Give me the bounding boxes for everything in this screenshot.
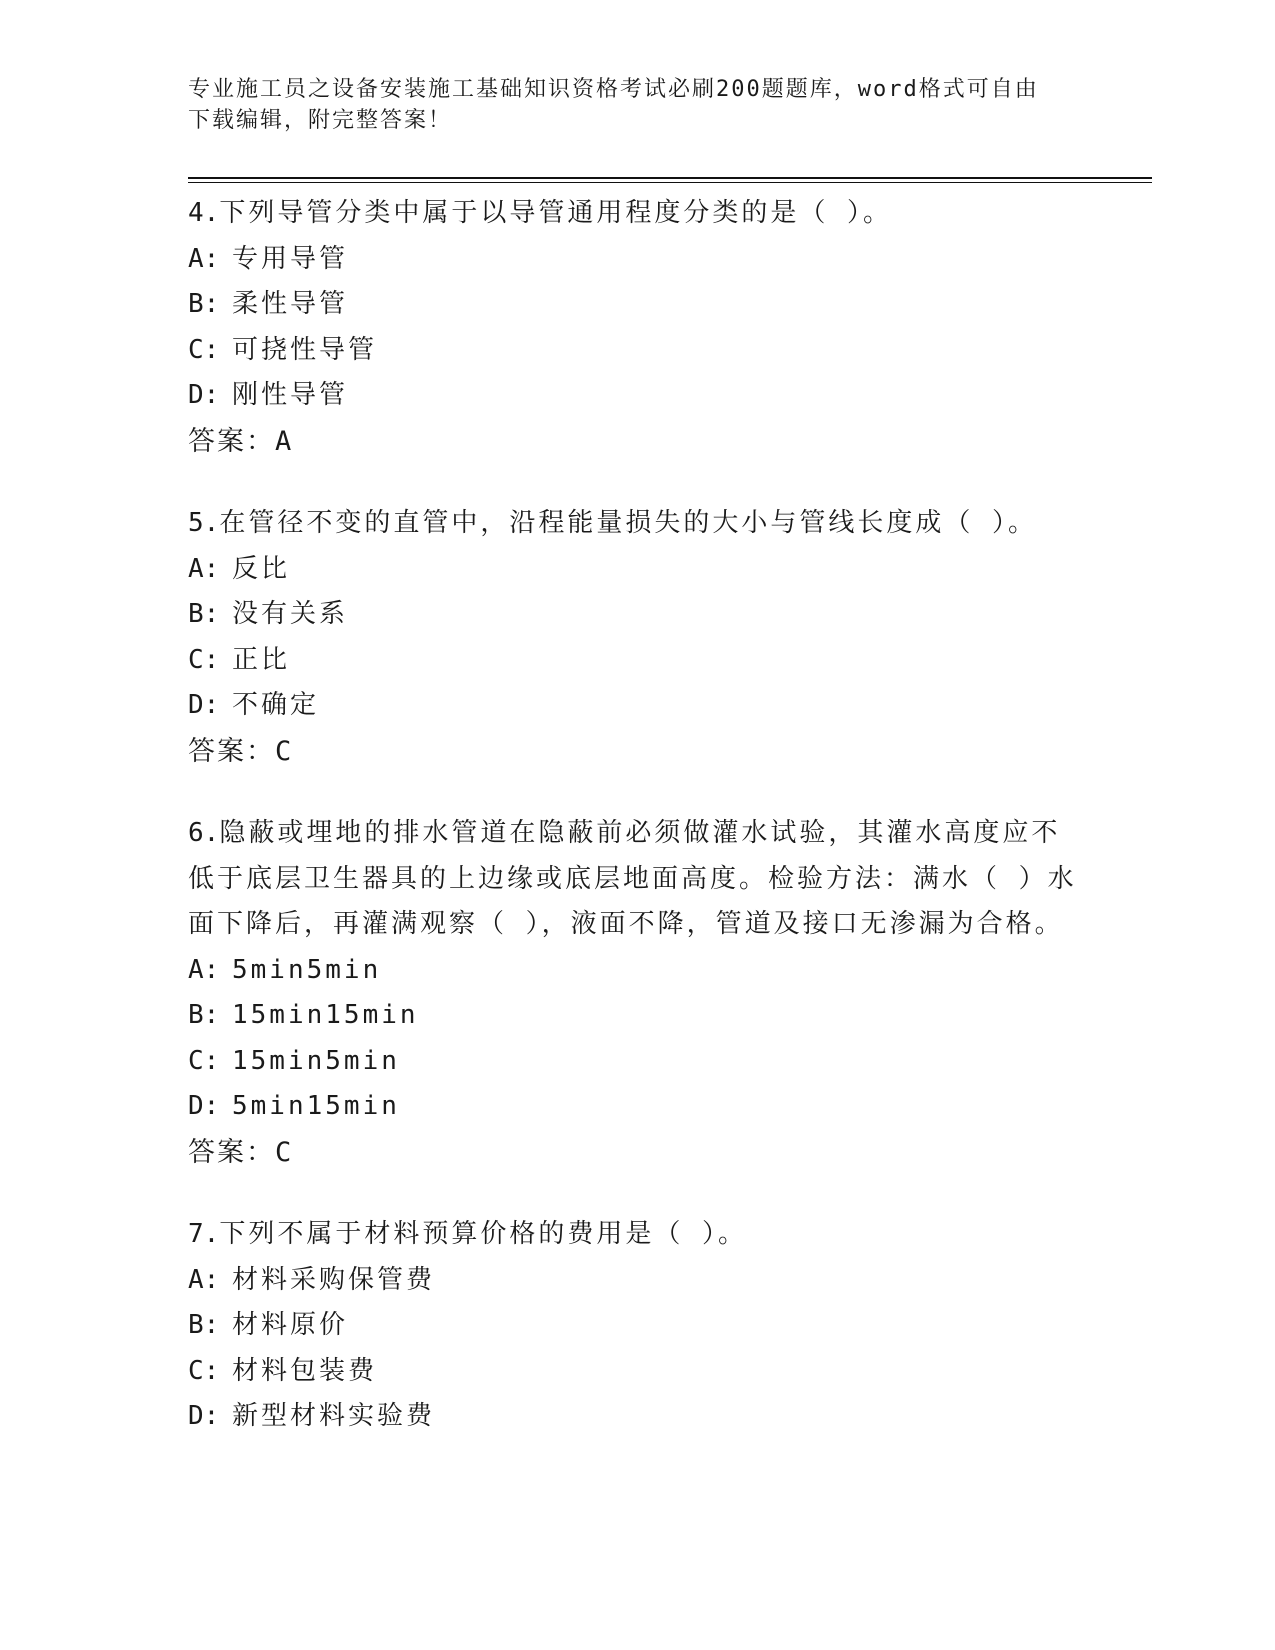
answer-label: 答案： bbox=[188, 735, 275, 767]
option-a bbox=[188, 1258, 1078, 1304]
option-d bbox=[188, 683, 1078, 729]
option-letter: B: bbox=[188, 599, 220, 629]
option-letter: B: bbox=[188, 1000, 220, 1030]
option-letter: A: bbox=[188, 553, 220, 584]
option-a bbox=[188, 237, 1078, 283]
question-number: 6. bbox=[188, 818, 220, 848]
option-d bbox=[188, 1394, 1078, 1440]
option-letter: A: bbox=[188, 243, 220, 274]
question-5 bbox=[188, 501, 1078, 774]
option-text: 反比 bbox=[232, 553, 291, 584]
question-number: 5. bbox=[188, 508, 220, 538]
option-letter: D: bbox=[188, 380, 220, 410]
option-letter: A: bbox=[188, 954, 220, 985]
option-text: 材料原价 bbox=[232, 1310, 349, 1340]
answer-value: C bbox=[275, 735, 292, 767]
answer-line bbox=[188, 729, 1078, 775]
option-text: 5min15min bbox=[232, 1091, 400, 1121]
header-divider-thin bbox=[188, 182, 1152, 183]
option-letter: B: bbox=[188, 289, 220, 319]
answer-label: 答案： bbox=[188, 1136, 275, 1168]
option-c bbox=[188, 1349, 1078, 1395]
question-stem: 在管径不变的直管中，沿程能量损失的大小与管线长度成（ ）。 bbox=[219, 508, 1037, 538]
option-text: 材料包装费 bbox=[232, 1355, 378, 1386]
header-divider-thick bbox=[188, 177, 1152, 179]
option-text: 不确定 bbox=[232, 690, 320, 720]
option-a bbox=[188, 948, 1078, 994]
option-text: 15min5min bbox=[232, 1045, 400, 1076]
question-text bbox=[188, 811, 1078, 948]
option-letter: C: bbox=[188, 1355, 220, 1386]
question-text bbox=[188, 191, 1078, 237]
option-c bbox=[188, 638, 1078, 684]
option-letter: D: bbox=[188, 690, 220, 720]
option-letter: D: bbox=[188, 1091, 220, 1121]
answer-value: A bbox=[275, 425, 292, 457]
answer-label: 答案： bbox=[188, 425, 275, 457]
header-line-2: 下载编辑，附完整答案！ bbox=[188, 108, 453, 133]
question-text bbox=[188, 1212, 1078, 1258]
option-text: 没有关系 bbox=[232, 599, 349, 629]
answer-line bbox=[188, 1130, 1078, 1176]
option-text: 柔性导管 bbox=[232, 289, 349, 319]
question-number: 4. bbox=[188, 198, 220, 228]
option-b bbox=[188, 1303, 1078, 1349]
option-text: 新型材料实验费 bbox=[232, 1401, 436, 1431]
question-stem: 隐蔽或埋地的排水管道在隐蔽前必须做灌水试验，其灌水高度应不低于底层卫生器具的上边缘或底层地面高度。检验方法：满水（ ）水面下降后，再灌满观察（ ），液面不降，管道及接口无渗漏为合格。 bbox=[188, 818, 1077, 939]
option-letter: C: bbox=[188, 334, 220, 365]
option-letter: B: bbox=[188, 1310, 220, 1340]
option-c bbox=[188, 328, 1078, 374]
question-stem: 下列导管分类中属于以导管通用程度分类的是（ ）。 bbox=[219, 198, 892, 228]
question-4 bbox=[188, 191, 1078, 464]
question-stem: 下列不属于材料预算价格的费用是（ ）。 bbox=[219, 1219, 747, 1249]
question-text bbox=[188, 501, 1078, 547]
header-line-1: 专业施工员之设备安装施工基础知识资格考试必刷200题题库，word格式可自由 bbox=[188, 77, 1039, 102]
option-text: 正比 bbox=[232, 644, 291, 675]
option-letter: C: bbox=[188, 1045, 220, 1076]
option-d bbox=[188, 1084, 1078, 1130]
option-text: 材料采购保管费 bbox=[232, 1264, 436, 1295]
answer-value: C bbox=[275, 1136, 292, 1168]
option-text: 5min5min bbox=[232, 954, 382, 985]
option-b bbox=[188, 282, 1078, 328]
option-d bbox=[188, 373, 1078, 419]
option-a bbox=[188, 547, 1078, 593]
option-text: 可挠性导管 bbox=[232, 334, 378, 365]
option-text: 15min15min bbox=[232, 1000, 419, 1030]
option-text: 专用导管 bbox=[232, 243, 349, 274]
question-number: 7. bbox=[188, 1219, 220, 1249]
question-6 bbox=[188, 811, 1078, 1175]
document-header bbox=[188, 74, 1068, 136]
answer-line bbox=[188, 419, 1078, 465]
question-7 bbox=[188, 1212, 1078, 1440]
option-letter: D: bbox=[188, 1401, 220, 1431]
option-c bbox=[188, 1039, 1078, 1085]
question-list bbox=[188, 191, 1078, 1477]
option-b bbox=[188, 993, 1078, 1039]
option-b bbox=[188, 592, 1078, 638]
option-letter: A: bbox=[188, 1264, 220, 1295]
option-letter: C: bbox=[188, 644, 220, 675]
option-text: 刚性导管 bbox=[232, 380, 349, 410]
